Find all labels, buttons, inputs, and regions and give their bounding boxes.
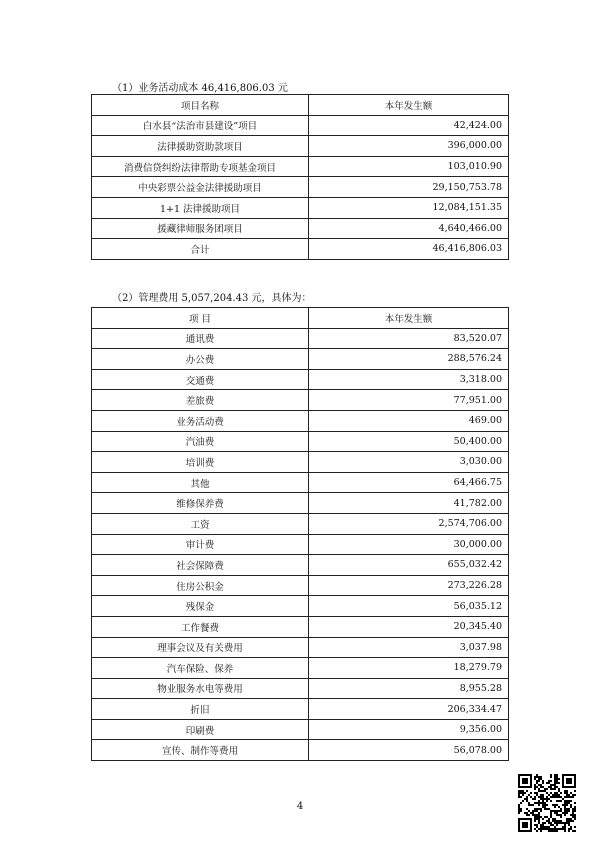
table-header-row (92, 308, 509, 329)
row-item-amount: 83,520.07 (309, 328, 509, 349)
table-row (92, 637, 509, 658)
row-item-amount: 9,356.00 (309, 719, 509, 740)
row-item-name: 印刷费 (92, 719, 309, 740)
table-row (92, 136, 509, 157)
row-item-name: 业务活动费 (92, 410, 309, 431)
column-header-name: 项目名称 (92, 95, 309, 116)
table-row (92, 156, 509, 177)
table-row (92, 493, 509, 514)
row-item-name: 社会保障费 (92, 555, 309, 576)
row-item-name: 汽油费 (92, 431, 309, 452)
section1-caption: （1）业务活动成本 46,416,806.03 元 (112, 83, 288, 94)
row-item-name: 差旅费 (92, 390, 309, 411)
row-item-name: 审计费 (92, 534, 309, 555)
page-number: 4 (296, 801, 304, 812)
row-item-amount: 30,000.00 (309, 534, 509, 555)
row-item-name: 汽车保险、保养 (92, 658, 309, 679)
row-item-name: 消费信贷纠纷法律帮助专项基金项目 (92, 156, 309, 177)
table-row (92, 740, 509, 761)
business-cost-table (91, 94, 509, 260)
row-item-amount: 288,576.24 (309, 349, 509, 370)
table-row (92, 349, 509, 370)
row-item-amount: 20,345.40 (309, 616, 509, 637)
table-row (92, 390, 509, 411)
row-item-amount: 18,279.79 (309, 658, 509, 679)
row-item-amount: 3,030.00 (309, 452, 509, 473)
row-item-name: 通讯费 (92, 328, 309, 349)
row-item-amount: 655,032.42 (309, 555, 509, 576)
row-item-amount: 469.00 (309, 410, 509, 431)
row-item-amount: 103,010.90 (309, 156, 509, 177)
table-row (92, 596, 509, 617)
row-item-amount: 12,084,151.35 (309, 197, 509, 218)
row-item-amount: 29,150,753.78 (309, 177, 509, 198)
row-item-name: 办公费 (92, 349, 309, 370)
row-item-name: 合计 (92, 239, 309, 260)
row-item-amount: 64,466.75 (309, 472, 509, 493)
row-item-name: 法律援助资助款项目 (92, 136, 309, 157)
row-item-amount: 2,574,706.00 (309, 513, 509, 534)
row-item-amount: 3,037.98 (309, 637, 509, 658)
table-row (92, 719, 509, 740)
row-item-name: 援藏律师服务团项目 (92, 218, 309, 239)
row-item-amount: 396,000.00 (309, 136, 509, 157)
row-item-amount: 77,951.00 (309, 390, 509, 411)
row-item-amount: 8,955.28 (309, 678, 509, 699)
row-item-name: 理事会议及有关费用 (92, 637, 309, 658)
table-row (92, 555, 509, 576)
table-row (92, 369, 509, 390)
row-item-name: 宣传、制作等费用 (92, 740, 309, 761)
table-row (92, 197, 509, 218)
table-row (92, 534, 509, 555)
table-row (92, 239, 509, 260)
row-item-name: 交通费 (92, 369, 309, 390)
table-row (92, 658, 509, 679)
table-row (92, 452, 509, 473)
row-item-name: 住房公积金 (92, 575, 309, 596)
row-item-amount: 50,400.00 (309, 431, 509, 452)
row-item-amount: 56,078.00 (309, 740, 509, 761)
row-item-name: 物业服务水电等费用 (92, 678, 309, 699)
row-item-amount: 4,640,466.00 (309, 218, 509, 239)
qr-code-icon (518, 774, 576, 832)
column-header-name: 项 目 (92, 308, 309, 329)
row-item-amount: 42,424.00 (309, 115, 509, 136)
row-item-amount: 206,334.47 (309, 699, 509, 720)
table-row (92, 218, 509, 239)
row-item-amount: 41,782.00 (309, 493, 509, 514)
row-item-amount: 56,035.12 (309, 596, 509, 617)
row-item-name: 培训费 (92, 452, 309, 473)
management-expense-table (91, 307, 509, 761)
table-row (92, 177, 509, 198)
table-row (92, 699, 509, 720)
row-item-amount: 273,226.28 (309, 575, 509, 596)
row-item-name: 工作餐费 (92, 616, 309, 637)
row-item-name: 维修保养费 (92, 493, 309, 514)
row-item-name: 1+1 法律援助项目 (92, 197, 309, 218)
row-item-name: 中央彩票公益金法律援助项目 (92, 177, 309, 198)
table-row (92, 115, 509, 136)
row-item-name: 其他 (92, 472, 309, 493)
row-item-name: 折旧 (92, 699, 309, 720)
table-row (92, 616, 509, 637)
table-row (92, 328, 509, 349)
table-row (92, 575, 509, 596)
table-row (92, 678, 509, 699)
table-header-row (92, 95, 509, 116)
row-item-name: 工资 (92, 513, 309, 534)
column-header-amount: 本年发生额 (309, 308, 509, 329)
table-row (92, 431, 509, 452)
row-item-name: 白水县“法治市县建设”项目 (92, 115, 309, 136)
column-header-amount: 本年发生额 (309, 95, 509, 116)
section2-caption: （2）管理费用 5,057,204.43 元，具体为： (112, 293, 312, 304)
row-item-amount: 3,318.00 (309, 369, 509, 390)
table-row (92, 472, 509, 493)
table-row (92, 410, 509, 431)
row-item-amount: 46,416,806.03 (309, 239, 509, 260)
table-row (92, 513, 509, 534)
row-item-name: 残保金 (92, 596, 309, 617)
